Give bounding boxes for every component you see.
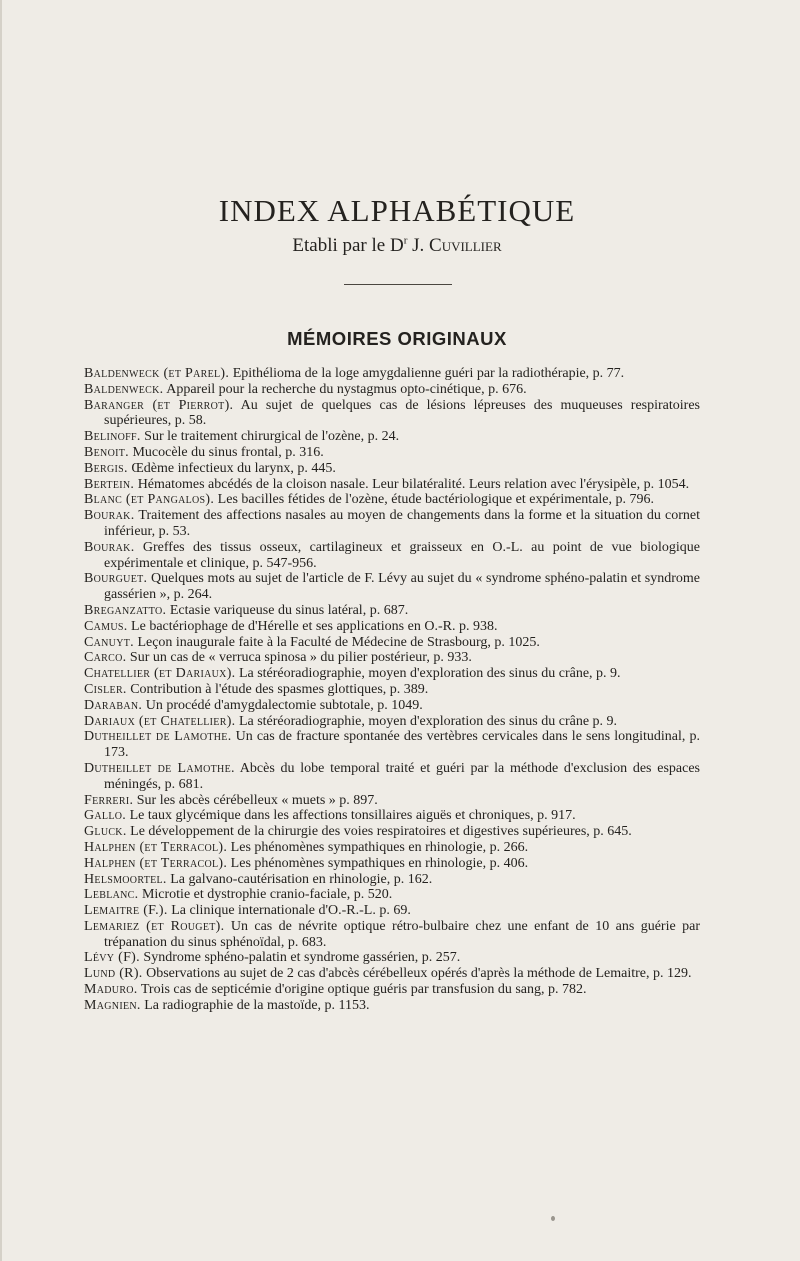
index-entry <box>84 840 700 856</box>
entry-author: Daraban. <box>84 697 143 713</box>
index-entry <box>84 540 700 572</box>
page-speck <box>551 1216 555 1221</box>
subtitle-superscript: r <box>403 234 408 247</box>
entry-author: Lund (R). <box>84 966 143 982</box>
index-entry <box>84 714 700 730</box>
entry-text: Syndrome sphéno-palatin et syndrome gassérien, p. 257. <box>143 950 461 966</box>
entry-text: Ectasie variqueuse du sinus latéral, p. 687. <box>169 602 409 618</box>
entry-text: Appareil pour la recherche du nystagmus opto-cinétique, p. 676. <box>166 381 527 397</box>
entry-author: Gallo. <box>84 808 127 824</box>
index-entry <box>84 682 700 698</box>
index-entry <box>84 398 700 430</box>
entry-text: Contribution à l'étude des spasmes glottiques, p. 389. <box>130 681 429 697</box>
entry-text: Le développement de la chirurgie des voies respiratoires et digestives supérieures, p. 645. <box>130 824 632 840</box>
entry-text: Trois cas de septicémie d'origine optique guéris par transfusion du sang, p. 782. <box>140 982 587 998</box>
entry-author: Baldenweck (et Parel). <box>84 366 230 381</box>
entry-author: Maduro. <box>84 982 138 998</box>
index-entry <box>84 856 700 872</box>
entry-author: Halphen (et Terracol). <box>84 855 228 871</box>
entry-author: Bertein. <box>84 476 135 492</box>
entry-text: Les phénomènes sympathiques en rhinologie, p. 406. <box>230 855 529 871</box>
subtitle-author: J. Cuvillier <box>412 235 502 256</box>
entry-author: Dutheillet de Lamothe. <box>84 760 235 776</box>
entry-text: Abcès du lobe temporal traité et guéri par la méthode d'exclusion des espaces méningés, p. 681. <box>104 760 700 792</box>
index-entry <box>84 492 700 508</box>
entry-text: Les bacilles fétides de l'ozène, étude bactériologique et expérimentale, p. 796. <box>217 492 655 508</box>
index-entry <box>84 366 700 382</box>
entry-author: Belinoff. <box>84 429 141 445</box>
index-entry <box>84 919 700 951</box>
entry-text: Le bactériophage de d'Hérelle et ses applications en O.-R. p. 938. <box>131 618 498 634</box>
entry-author: Chatellier (et Dariaux). <box>84 666 236 682</box>
index-entry <box>84 429 700 445</box>
index-entry <box>84 887 700 903</box>
entry-text: Epithélioma de la loge amygdalienne guéri par la radiothérapie, p. 77. <box>232 366 625 381</box>
entry-text: Sur un cas de « verruca spinosa » du pilier postérieur, p. 933. <box>129 650 472 666</box>
index-entry <box>84 698 700 714</box>
index-entry <box>84 998 700 1014</box>
entry-text: La stéréoradiographie, moyen d'exploration des sinus du crâne p. 9. <box>238 713 618 729</box>
entry-text: La stéréoradiographie, moyen d'exploration des sinus du crâne, p. 9. <box>238 666 621 682</box>
entry-text: Un cas de fracture spontanée des vertèbres cervicales dans le sens longitudinal, p. 173. <box>104 729 700 761</box>
entry-author: Bourguet. <box>84 571 148 587</box>
subtitle-prefix: Etabli par le D <box>292 235 404 256</box>
entry-author: Halphen (et Terracol). <box>84 839 228 855</box>
entry-text: Leçon inaugurale faite à la Faculté de Médecine de Strasbourg, p. 1025. <box>137 634 540 650</box>
index-entry <box>84 808 700 824</box>
index-entry <box>84 461 700 477</box>
entry-text: La radiographie de la mastoïde, p. 1153. <box>144 997 370 1013</box>
entry-author: Dutheillet de Lamothe. <box>84 729 232 745</box>
index-entry <box>84 872 700 888</box>
index-entry <box>84 635 700 651</box>
entry-author: Camus. <box>84 618 128 634</box>
index-entry-list <box>84 366 700 1014</box>
entry-author: Leblanc. <box>84 887 139 903</box>
entry-text: Quelques mots au sujet de l'article de F. Lévy au sujet du « syndrome sphéno-palatin et syndrome gassérien », p. 264. <box>104 571 701 603</box>
entry-author: Gluck. <box>84 824 127 840</box>
index-entry <box>84 761 700 793</box>
entry-text: Œdème infectieux du larynx, p. 445. <box>131 460 336 476</box>
index-subtitle <box>2 234 792 258</box>
entry-text: Mucocèle du sinus frontal, p. 316. <box>132 444 324 460</box>
entry-author: Cisler. <box>84 681 127 697</box>
entry-author: Ferreri. <box>84 792 134 808</box>
index-entry <box>84 445 700 461</box>
entry-text: Les phénomènes sympathiques en rhinologie, p. 266. <box>230 839 529 855</box>
entry-text: Traitement des affections nasales au moyen de changements dans la forme et la situation du cornet inférieur, p. 53. <box>104 508 701 539</box>
entry-author: Baranger (et Pierrot). <box>84 397 234 413</box>
entry-text: Hématomes abcédés de la cloison nasale. Leur bilatéralité. Leurs relation avec l'érysipèle, p. 1054. <box>137 476 690 492</box>
entry-author: Dariaux (et Chatellier). <box>84 713 236 729</box>
entry-author: Canuyt. <box>84 634 134 650</box>
entry-text: Au sujet de quelques cas de lésions lépreuses des muqueuses respiratoires supérieures, p. 58. <box>104 397 700 429</box>
index-entry <box>84 571 700 603</box>
entry-author: Benoit. <box>84 444 129 460</box>
index-entry <box>84 603 700 619</box>
entry-text: Observations au sujet de 2 cas d'abcès cérébelleux opérés d'après la méthode de Lemaitre, p. 129. <box>146 966 692 982</box>
index-entry <box>84 382 700 398</box>
index-title: INDEX ALPHABÉTIQUE <box>218 193 576 228</box>
index-entry <box>84 666 700 682</box>
entry-author: Baldenweck. <box>84 381 164 397</box>
entry-text: Microtie et dystrophie cranio-faciale, p. 520. <box>141 887 393 903</box>
entry-author: Lemariez (et Rouget). <box>84 918 225 934</box>
entry-author: Lévy (F). <box>84 950 140 966</box>
entry-text: Greffes des tissus osseux, cartilagineux et graisseux en O.-L. au point de vue biologique expérimentale et clinique, p. 547-956. <box>104 539 701 571</box>
entry-author: Magnien. <box>84 997 141 1013</box>
entry-author: Blanc (et Pangalos). <box>84 492 215 508</box>
entry-text: Sur les abcès cérébelleux « muets » p. 897. <box>136 792 378 808</box>
entry-author: Carco. <box>84 650 127 666</box>
entry-author: Breganzatto. <box>84 602 167 618</box>
title-divider <box>344 284 452 285</box>
entry-text: Le taux glycémique dans les affections tonsillaires aiguës et chroniques, p. 917. <box>129 808 576 824</box>
entry-author: Bourak. <box>84 539 135 555</box>
entry-author: Bergis. <box>84 460 128 476</box>
index-entry <box>84 903 700 919</box>
entry-author: Lemaitre (F.). <box>84 903 168 919</box>
entry-text: La clinique internationale d'O.-R.-L. p. 69. <box>171 903 411 919</box>
entry-text: Un cas de névrite optique rétro-bulbaire chez une enfant de 10 ans guérie par trépanation du sinus sphénoïdal, p. 683. <box>104 918 700 950</box>
entry-text: Un procédé d'amygdalectomie subtotale, p. 1049. <box>145 697 423 713</box>
entry-author: Helsmoortel. <box>84 871 167 887</box>
index-entry <box>84 793 700 809</box>
index-entry <box>84 824 700 840</box>
index-entry <box>84 950 700 966</box>
index-entry <box>84 477 700 493</box>
entry-text: La galvano-cautérisation en rhinologie, p. 162. <box>170 871 433 887</box>
index-entry <box>84 729 700 761</box>
entry-text: Sur le traitement chirurgical de l'ozène, p. 24. <box>144 429 400 445</box>
section-heading: MÉMOIRES ORIGINAUX <box>287 328 507 349</box>
index-entry <box>84 982 700 998</box>
index-entry <box>84 508 700 540</box>
index-entry <box>84 966 700 982</box>
entry-author: Bourak. <box>84 508 135 524</box>
index-entry <box>84 619 700 635</box>
index-entry <box>84 650 700 666</box>
